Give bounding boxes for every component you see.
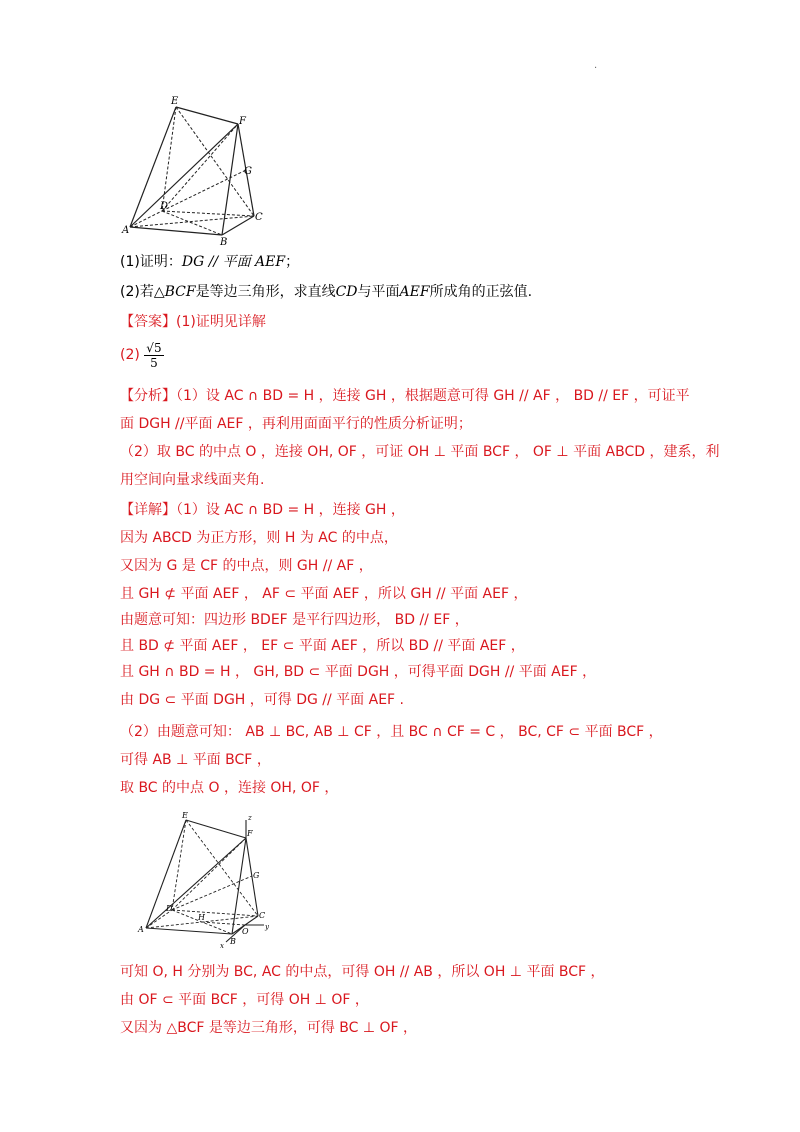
edge-DF [172,838,246,910]
q2-math: △BCF [153,284,196,300]
q2-text1: 是等边三角形，求直线 [195,284,336,300]
edge-DG [162,170,246,211]
label-H: H [198,913,205,922]
fraction-denominator: 5 [150,355,158,370]
label-C: C [259,911,266,920]
analysis-line-1: 【分析】（1）设 AC ∩ BD = H ，连接 GH ，根据题意可得 GH // AF ， BD // EF ，可证平 [120,388,690,404]
q2-text2: 与平面 [357,284,400,300]
label-B: B [230,937,236,946]
q2-math3: AEF [399,284,430,300]
edge-BF [232,838,246,934]
edge-AE [130,107,176,227]
label-E: E [171,96,179,107]
answer-label: 【答案】 [120,314,176,330]
analysis-line-3: （2）取 BC 的中点 O ，连接 OH, OF ，可证 OH ⊥ 平面 BCF ， OF ⊥ 平面 ABCD ，建系，利 [120,444,720,460]
label-z: z [248,814,252,822]
detail-line-7: 且 GH ∩ BD = H ， GH, BD ⊂ 平面 DGH ，可得平面 DGH // 平面 AEF ， [120,664,597,680]
edge-ED [172,820,186,910]
label-D: D [160,201,169,212]
edge-AF [130,124,238,227]
detail-line-11: 取 BC 的中点 O ，连接 OH, OF ， [120,780,339,796]
q2-prefix: (2)若 [120,284,154,300]
label-O: O [242,927,249,936]
detail-line-10: 可得 AB ⊥ 平面 BCF ， [120,752,271,768]
detail-line-12: 可知 O, H 分别为 BC, AC 的中点，可得 OH // AB ，所以 OH ⊥ 平面 BCF ， [120,964,605,980]
label-B: B [220,237,228,246]
label-x: x [220,942,224,950]
q1-prefix: (1)证明： [120,254,182,270]
analysis-line-4: 用空间向量求线面夹角. [120,472,265,488]
detail-line-8: 由 DG ⊂ 平面 DGH ，可得 DG // 平面 AEF . [120,692,405,708]
answer-part2-prefix: (2) [120,347,140,363]
label-C: C [255,212,263,223]
detail-line-14: 又因为 △BCF 是等边三角形，可得 BC ⊥ OF ， [120,1020,418,1036]
q2-text3: 所成角的正弦值. [429,284,533,300]
page-dot: . [594,60,598,71]
question-2 [120,282,532,302]
label-D: D [166,904,173,913]
figure-solid-1 [118,94,278,246]
label-y: y [265,923,269,931]
detail-line-3: 又因为 G 是 CF 的中点，则 GH // AF ， [120,558,373,574]
edge-AB [130,227,222,235]
detail-line-13: 由 OF ⊂ 平面 BCF ，可得 OH ⊥ OF ， [120,992,369,1008]
answer-part1: (1)证明见详解 [176,314,266,330]
answer-part2 [120,340,164,370]
figure-solid-2 [134,810,274,950]
label-A: A [122,225,130,236]
label-E: E [182,811,188,820]
analysis-line-2: 面 DGH //平面 AEF ，再利用面面平行的性质分析证明； [120,416,472,432]
edge-DF [162,124,238,211]
edge-EF [176,107,238,124]
detail-line-5: 由题意可知：四边形 BDEF 是平行四边形， BD // EF ， [120,612,469,628]
label-A: A [138,925,144,934]
answer-fraction [144,341,163,370]
question-1 [120,252,299,272]
detail-line-4: 且 GH ⊄ 平面 AEF ， AF ⊂ 平面 AEF ，所以 GH // 平面 AEF ， [120,586,528,602]
detail-line-6: 且 BD ⊄ 平面 AEF ， EF ⊂ 平面 AEF ，所以 BD // 平面 AEF ， [120,638,525,654]
edge-ED [162,107,176,211]
q1-math: DG // 平面 AEF [181,254,286,270]
fraction-numerator: √5 [146,340,162,355]
label-G: G [244,166,252,177]
edge-DC [172,910,258,916]
q2-math2: CD [335,284,358,300]
edge-EF [186,820,246,838]
label-F: F [239,116,246,127]
edge-AF [146,838,246,928]
q1-suffix: ； [285,254,300,270]
answer-line [120,312,266,332]
detail-line-9: （2）由题意可知： AB ⊥ BC, AB ⊥ CF ，且 BC ∩ CF = C ， BC, CF ⊂ 平面 BCF ， [120,724,663,740]
edge-DC [162,211,254,216]
segment-HO [202,922,245,925]
label-F: F [247,829,253,838]
detail-line-2: 因为 ABCD 为正方形，则 H 为 AC 的中点， [120,530,398,546]
detail-line-1: 【详解】（1）设 AC ∩ BD = H ，连接 GH ， [120,502,405,518]
label-G: G [253,871,260,880]
